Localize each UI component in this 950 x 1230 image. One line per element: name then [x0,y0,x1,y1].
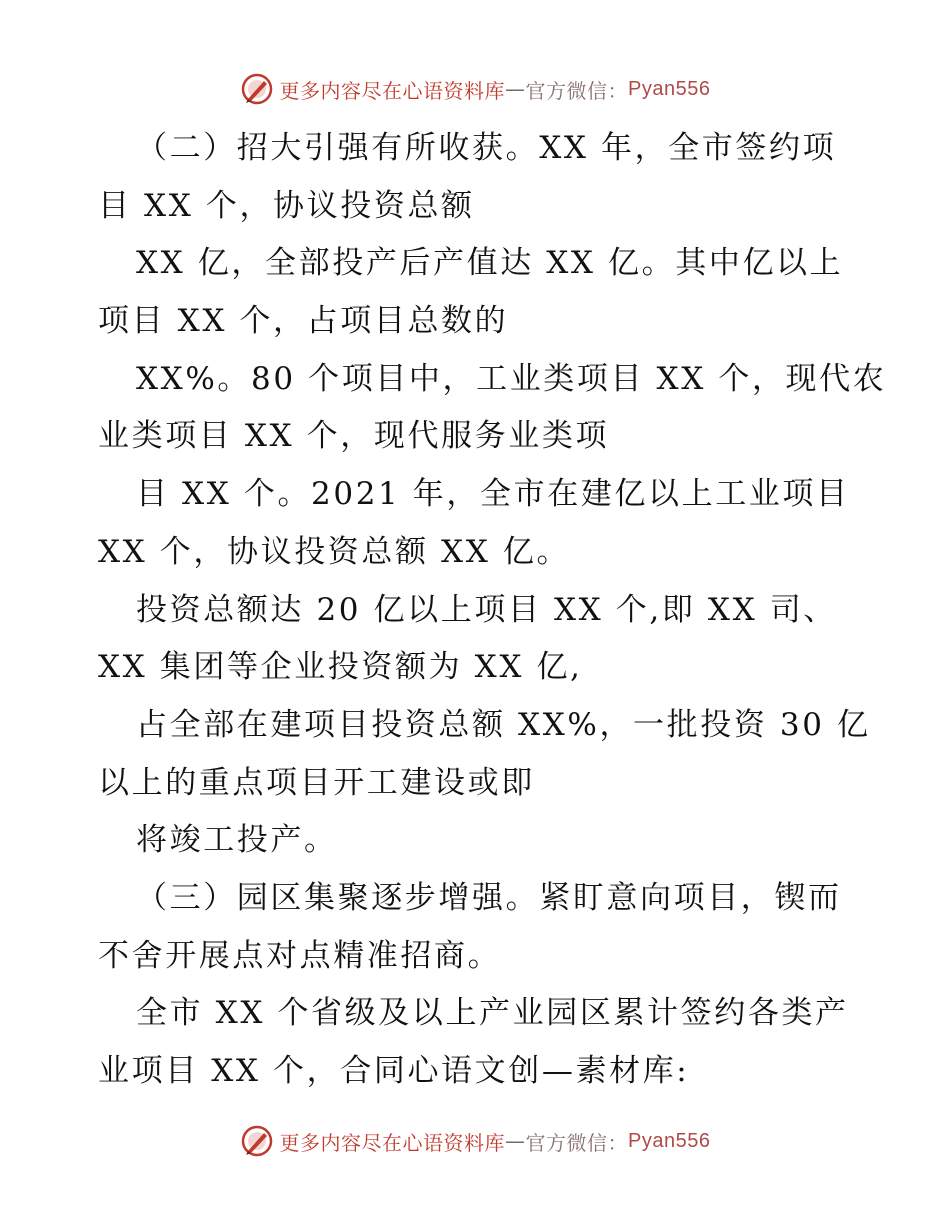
document-body [98,120,887,1101]
body-line: 目 XX 个，协议投资总额 [98,187,475,224]
banner-wechat-id: Pyan556 [628,1129,711,1152]
banner-separator: — [505,1129,526,1153]
banner-official-text: 官方微信： [525,78,629,103]
banner-main-text: 更多内容尽在心语资料库 [279,1130,506,1155]
body-line: 将竣工投产。 [136,822,338,859]
body-line: XX%。80 个项目中，工业类项目 XX 个，现代农 [136,360,887,397]
banner-wechat-id: Pyan556 [628,77,711,100]
body-line: （二）招大引强有所收获。XX 年，全市签约项 [136,130,837,166]
banner-official-text: 官方微信： [525,1130,629,1155]
body-line: XX 个，协议投资总额 XX 亿。 [98,533,571,570]
body-line: XX 集团等企业投资额为 XX 亿, [98,649,583,686]
pen-logo-icon [240,1124,274,1158]
body-line: 占全部在建项目投资总额 XX%，一批投资 30 亿 [136,706,871,743]
banner-main-text: 更多内容尽在心语资料库 [279,78,506,103]
body-line: 全市 XX 个省级及以上产业园区累计签约各类产 [136,995,849,1032]
pen-logo-icon [240,72,274,106]
body-line: 业项目 XX 个，合同心语文创—素材库: [98,1053,690,1089]
body-line: 不舍开展点对点精准招商。 [98,937,502,974]
body-line: 投资总额达 20 亿以上项目 XX 个,即 XX 司、 [136,591,837,628]
body-line: 以上的重点项目开工建设或即 [98,764,535,801]
footer-banner [0,1124,950,1158]
header-banner [0,72,950,106]
banner-separator: — [505,77,526,101]
body-line: 业类项目 XX 个，现代服务业类项 [98,418,610,455]
body-line: （三）园区集聚逐步增强。紧盯意向项目，锲而 [136,879,842,916]
body-line: 目 XX 个。2021 年，全市在建亿以上工业项目 [136,476,850,513]
body-line: 项目 XX 个，占项目总数的 [98,303,509,340]
body-line: XX 亿，全部投产后产值达 XX 亿。其中亿以上 [136,245,844,282]
